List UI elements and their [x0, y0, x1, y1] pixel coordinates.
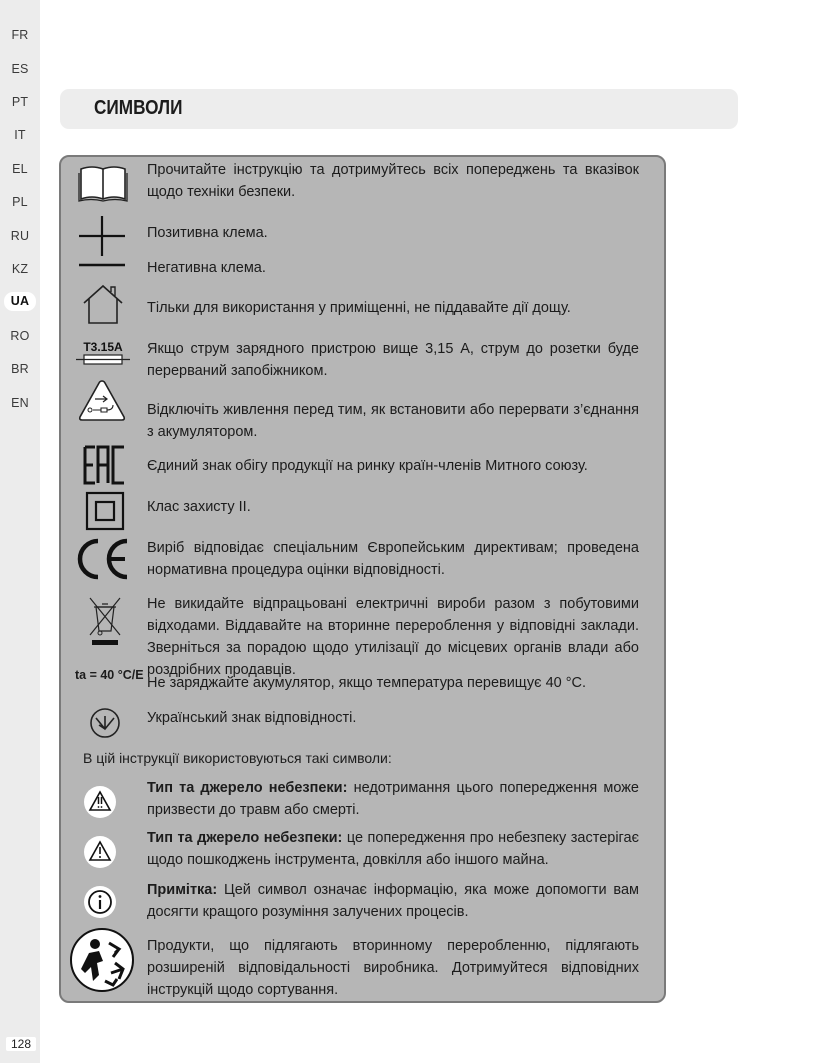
lang-tab-el[interactable]: EL: [12, 162, 28, 176]
danger-warning-icon: [83, 785, 117, 819]
ua-conformity-mark-icon: [89, 707, 121, 739]
symbol-text-fuse: Якщо струм зарядного пристрою вище 3,15 A, струм до розетки буде перерваний запобіжником.: [147, 341, 639, 379]
lang-tab-ro[interactable]: RO: [10, 329, 30, 343]
language-sidebar: [0, 0, 40, 1063]
lang-tab-en[interactable]: EN: [11, 396, 29, 410]
temperature-label: ta = 40 °C/E: [75, 668, 144, 682]
eac-mark-icon: [83, 445, 127, 485]
symbols-intro: В цій інструкції використовуються такі символи:: [83, 750, 392, 766]
hazard-info-description: Цей символ означає інформацію, яка може допомогти вам досягти кращого розуміння залучених процесів.: [147, 882, 639, 920]
symbol-text-class2: Клас захисту II.: [147, 499, 251, 515]
house-icon: [81, 283, 125, 325]
hazard-caution-text: [147, 827, 639, 871]
hazard-caution-label: Тип та джерело небезпеки:: [147, 830, 343, 846]
hazard-danger-text: [147, 777, 639, 821]
symbol-text-negative: Негативна клема.: [147, 260, 266, 276]
triman-recycling-icon: [69, 927, 135, 993]
lang-tab-es[interactable]: ES: [11, 62, 29, 76]
weee-bin-icon: [87, 595, 123, 647]
hazard-danger-description: недотримання цього попередження може призвести до травм або смерті.: [147, 780, 639, 818]
hazard-triman-text: [147, 935, 639, 1001]
symbol-text-disconnect: Відключіть живлення перед тим, як встановити або перервати з’єднання з акумулятором.: [147, 402, 639, 440]
hazard-info-label: Примітка:: [147, 882, 218, 898]
page-number: 128: [6, 1037, 36, 1051]
symbol-text-eac: Єдиний знак обігу продукції на ринку країн-членів Митного союзу.: [147, 458, 588, 474]
info-icon: [83, 885, 117, 919]
symbol-text-temperature: Не заряджайте акумулятор, якщо температура перевищує 40 °C.: [147, 675, 587, 691]
symbol-text-weee: Не викидайте відпрацьовані електричні вироби разом з побутовими відходами. Віддавайте на вторинне перероблення у відповідні заклади. Зверніться за порадою щодо утилізації до місцевих органів влади або роздрібних продавців.: [147, 596, 639, 678]
symbol-text-ce: Виріб відповідає спеціальним Європейським директивам; проведена нормативна процедура оцінки відповідності.: [147, 540, 639, 578]
disconnect-warning-icon: [77, 379, 127, 423]
lang-tab-br[interactable]: BR: [11, 362, 29, 376]
caution-warning-icon: [83, 835, 117, 869]
lang-tab-ua[interactable]: UA: [4, 292, 36, 311]
symbol-text-indoor: Тільки для використання у приміщенні, не піддавайте дії дощу.: [147, 300, 571, 316]
plus-icon: [77, 215, 127, 257]
book-icon: [77, 161, 129, 203]
hazard-info-text: [147, 879, 639, 923]
symbol-text-read-manual: Прочитайте інструкцію та дотримуйтесь всіх попереджень та вказівок щодо техніки безпеки.: [147, 162, 639, 200]
lang-tab-it[interactable]: IT: [14, 128, 26, 142]
fuse-icon-label: T3.15A: [83, 340, 123, 354]
minus-icon: [77, 261, 127, 269]
ce-mark-icon: [73, 537, 131, 581]
symbol-text-ua-mark: Український знак відповідності.: [147, 710, 357, 726]
section-header: [60, 89, 738, 129]
symbols-panel: [59, 155, 666, 1003]
fuse-icon: [75, 339, 131, 369]
lang-tab-fr[interactable]: FR: [11, 28, 29, 42]
hazard-caution-description: це попередження про небезпеку застерігає щодо пошкоджень інструмента, довкілля або іншого майна.: [147, 830, 639, 868]
lang-tab-kz[interactable]: KZ: [11, 262, 29, 276]
section-title: СИМВОЛИ: [94, 97, 183, 119]
lang-tab-ru[interactable]: RU: [10, 229, 30, 243]
lang-tab-pt[interactable]: PT: [11, 95, 29, 109]
hazard-danger-label: Тип та джерело небезпеки:: [147, 780, 348, 796]
hazard-triman-description: Продукти, що підлягають вторинному переробленню, підлягають розширеній відповідальності виробника. Дотримуйтеся відповідних інструкцій щодо сортування.: [147, 938, 639, 998]
double-insulation-icon: [85, 491, 125, 531]
symbol-text-positive: Позитивна клема.: [147, 225, 268, 241]
lang-tab-pl[interactable]: PL: [12, 195, 28, 209]
